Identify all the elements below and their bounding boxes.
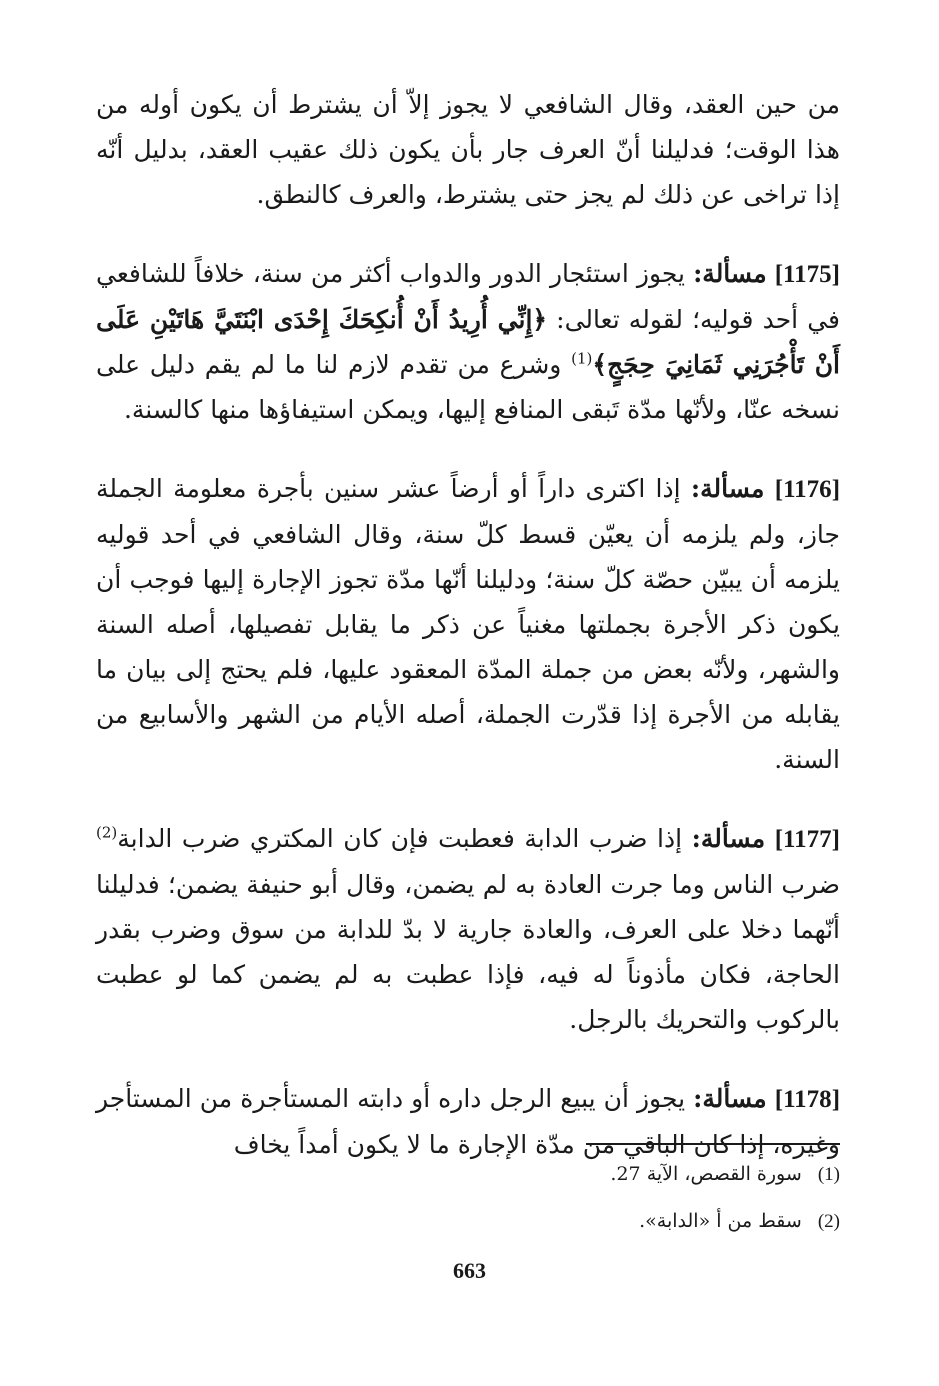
footnote-ref: (2): [96, 823, 118, 842]
issue-1177: [96, 816, 840, 1042]
issue-1178: [96, 1076, 840, 1167]
footnote-divider: [586, 1143, 840, 1145]
issue-text-continued: وشرع من تقدم لازم لنا ما لم يقم دليل على نسخه عنّا، ولأنّها مدّة تَبقى المنافع إليها، ويمكن استيفاؤها منها كالسنة.: [96, 350, 840, 424]
paragraph-continuation: [96, 82, 840, 217]
footnote-number: (1): [817, 1164, 840, 1185]
footnote-text: سورة القصص، الآية 27.: [610, 1163, 802, 1185]
issue-text-continued: ضرب الناس وما جرت العادة به لم يضمن، وقال أبو حنيفة يضمن؛ فدليلنا أنّهما دخلا على العرف، والعادة جارية لا بدّ للدابة من سوق وضرب بقدر الحاجة، فكان مأذوناً له فيه، فإذا عطبت به لم يضمن كما لو عطبت بالركوب والتحريك بالرجل.: [96, 870, 840, 1034]
issue-number: [1178]: [774, 1086, 841, 1113]
issue-text: يجوز استئجار الدور والدواب أكثر من سنة، خلافاً للشافعي في أحد قوليه؛ لقوله تعالى:: [96, 259, 841, 334]
page-number: 663: [453, 1258, 486, 1283]
issue-text: إذا اكترى داراً أو أرضاً عشر سنين بأجرة معلومة الجملة جاز، ولم يلزمه أن يعيّن قسط كلّ سنة، وقال الشافعي في أحد قوليه يلزمه أن يبيّن حصّة كلّ سنة؛ ودليلنا أنّها مدّة تجوز الإجارة إليها فوجب أن يكون ذكر الأجرة بجملتها مغنياً عن ذكر ما يقابل تفصيلها، أصله السنة والشهر، ولأنّه بعض من جملة المدّة المعقود عليها، فلم يحتج إلى بيان ما يقابله من الأجرة إذا قدّرت الجملة، أصله الأيام من الشهر والأسابيع من السنة.: [96, 474, 840, 774]
issue-1176: [96, 466, 840, 782]
page-body: [96, 82, 840, 1201]
issue-heading: مسألة:: [693, 1084, 767, 1113]
footnotes: [96, 1156, 840, 1250]
quran-verse: ﴿إِنِّي أُرِيدُ أَنْ أُنكِحَكَ إِحْدَى ابْنَتَيَّ هَاتَيْنِ عَلَى أَنْ تَأْجُرَنِي ثَمَانِيَ حِجَجٍ﴾: [96, 305, 841, 379]
issue-number: [1175]: [774, 261, 840, 288]
paragraph-text: من حين العقد، وقال الشافعي لا يجوز إلاّ أن يشترط أن يكون أوله من هذا الوقت؛ فدليلنا أنّ العرف جار بأن يكون ذلك عقيب العقد، بدليل أنّه إذا تراخى عن ذلك لم يجز حتى يشترط، والعرف كالنطق.: [96, 90, 840, 209]
issue-text: يجوز أن يبيع الرجل داره أو دابته المستأجرة من المستأجر وغيره، إذا كان الباقي من مدّة الإجارة ما لا يكون أمداً يخاف: [96, 1084, 840, 1159]
issue-heading: مسألة:: [691, 824, 766, 853]
issue-heading: مسألة:: [690, 474, 765, 503]
footnote-ref: (1): [571, 349, 593, 368]
issue-heading: مسألة:: [693, 259, 767, 288]
footnote-number: (2): [817, 1211, 840, 1232]
issue-1175: [96, 251, 840, 432]
issue-text: إذا ضرب الدابة فعطبت فإن كان المكتري ضرب الدابة: [117, 824, 683, 853]
issue-number: [1176]: [774, 476, 841, 503]
issue-number: [1177]: [774, 826, 840, 853]
footnote-item: [96, 1203, 840, 1240]
footnote-text: سقط من أ «الدابة».: [639, 1210, 802, 1232]
footnote-item: [96, 1156, 840, 1193]
